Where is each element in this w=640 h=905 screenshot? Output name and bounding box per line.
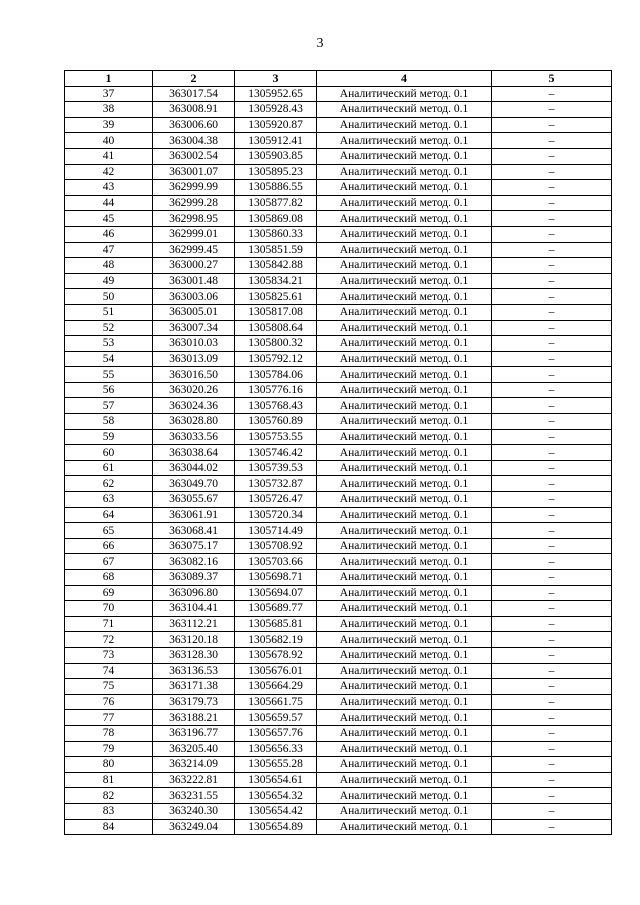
- table-row: [65, 460, 612, 476]
- method-cell: Аналитический метод. 0.1: [317, 679, 492, 695]
- table-row: [65, 741, 612, 757]
- x-coordinate-cell: 363205.40: [153, 741, 235, 757]
- x-coordinate-cell: 363055.67: [153, 492, 235, 508]
- x-coordinate-cell: 363171.38: [153, 679, 235, 695]
- point-number-cell: 73: [65, 647, 153, 663]
- x-coordinate-cell: 363016.50: [153, 367, 235, 383]
- x-coordinate-cell: 362999.28: [153, 195, 235, 211]
- note-cell: –: [492, 382, 612, 398]
- method-cell: Аналитический метод. 0.1: [317, 304, 492, 320]
- column-header-2: 2: [153, 71, 235, 87]
- note-cell: –: [492, 211, 612, 227]
- y-coordinate-cell: 1305739.53: [235, 460, 317, 476]
- column-header-5: 5: [492, 71, 612, 87]
- x-coordinate-cell: 363006.60: [153, 117, 235, 133]
- point-number-cell: 41: [65, 148, 153, 164]
- x-coordinate-cell: 363002.54: [153, 148, 235, 164]
- method-cell: Аналитический метод. 0.1: [317, 741, 492, 757]
- y-coordinate-cell: 1305768.43: [235, 398, 317, 414]
- table-row: [65, 102, 612, 118]
- point-number-cell: 40: [65, 133, 153, 149]
- x-coordinate-cell: 362999.45: [153, 242, 235, 258]
- x-coordinate-cell: 363004.38: [153, 133, 235, 149]
- note-cell: –: [492, 694, 612, 710]
- x-coordinate-cell: 362998.95: [153, 211, 235, 227]
- x-coordinate-cell: 363068.41: [153, 523, 235, 539]
- x-coordinate-cell: 363136.53: [153, 663, 235, 679]
- y-coordinate-cell: 1305851.59: [235, 242, 317, 258]
- point-number-cell: 45: [65, 211, 153, 227]
- note-cell: –: [492, 632, 612, 648]
- x-coordinate-cell: 363222.81: [153, 772, 235, 788]
- table-row: [65, 304, 612, 320]
- table-row: [65, 242, 612, 258]
- point-number-cell: 49: [65, 273, 153, 289]
- x-coordinate-cell: 363007.34: [153, 320, 235, 336]
- method-cell: Аналитический метод. 0.1: [317, 632, 492, 648]
- method-cell: Аналитический метод. 0.1: [317, 289, 492, 305]
- method-cell: Аналитический метод. 0.1: [317, 117, 492, 133]
- point-number-cell: 46: [65, 226, 153, 242]
- point-number-cell: 77: [65, 710, 153, 726]
- method-cell: Аналитический метод. 0.1: [317, 788, 492, 804]
- x-coordinate-cell: 363089.37: [153, 570, 235, 586]
- x-coordinate-cell: 363188.21: [153, 710, 235, 726]
- table-row: [65, 788, 612, 804]
- table-row: [65, 679, 612, 695]
- note-cell: –: [492, 195, 612, 211]
- x-coordinate-cell: 363017.54: [153, 86, 235, 102]
- point-number-cell: 69: [65, 585, 153, 601]
- point-number-cell: 68: [65, 570, 153, 586]
- method-cell: Аналитический метод. 0.1: [317, 180, 492, 196]
- table-row: [65, 554, 612, 570]
- x-coordinate-cell: 363028.80: [153, 414, 235, 430]
- note-cell: –: [492, 320, 612, 336]
- point-number-cell: 59: [65, 429, 153, 445]
- table-row: [65, 538, 612, 554]
- table-row: [65, 429, 612, 445]
- method-cell: Аналитический метод. 0.1: [317, 601, 492, 617]
- note-cell: –: [492, 679, 612, 695]
- y-coordinate-cell: 1305678.92: [235, 647, 317, 663]
- x-coordinate-cell: 362999.99: [153, 180, 235, 196]
- method-cell: Аналитический метод. 0.1: [317, 367, 492, 383]
- note-cell: –: [492, 148, 612, 164]
- note-cell: –: [492, 351, 612, 367]
- table-row: [65, 601, 612, 617]
- table-row: [65, 694, 612, 710]
- point-number-cell: 53: [65, 336, 153, 352]
- y-coordinate-cell: 1305703.66: [235, 554, 317, 570]
- method-cell: Аналитический метод. 0.1: [317, 336, 492, 352]
- x-coordinate-cell: 363005.01: [153, 304, 235, 320]
- table-row: [65, 180, 612, 196]
- point-number-cell: 51: [65, 304, 153, 320]
- y-coordinate-cell: 1305825.61: [235, 289, 317, 305]
- y-coordinate-cell: 1305714.49: [235, 523, 317, 539]
- table-row: [65, 585, 612, 601]
- table-row: [65, 616, 612, 632]
- method-cell: Аналитический метод. 0.1: [317, 445, 492, 461]
- method-cell: Аналитический метод. 0.1: [317, 211, 492, 227]
- x-coordinate-cell: 363024.36: [153, 398, 235, 414]
- note-cell: –: [492, 445, 612, 461]
- x-coordinate-cell: 363104.41: [153, 601, 235, 617]
- x-coordinate-cell: 363044.02: [153, 460, 235, 476]
- note-cell: –: [492, 710, 612, 726]
- point-number-cell: 43: [65, 180, 153, 196]
- point-number-cell: 67: [65, 554, 153, 570]
- y-coordinate-cell: 1305708.92: [235, 538, 317, 554]
- table-row: [65, 710, 612, 726]
- x-coordinate-cell: 363049.70: [153, 476, 235, 492]
- note-cell: –: [492, 117, 612, 133]
- x-coordinate-cell: 363179.73: [153, 694, 235, 710]
- note-cell: –: [492, 133, 612, 149]
- note-cell: –: [492, 523, 612, 539]
- method-cell: Аналитический метод. 0.1: [317, 242, 492, 258]
- y-coordinate-cell: 1305654.89: [235, 819, 317, 835]
- x-coordinate-cell: 363013.09: [153, 351, 235, 367]
- note-cell: –: [492, 538, 612, 554]
- method-cell: Аналитический метод. 0.1: [317, 102, 492, 118]
- y-coordinate-cell: 1305808.64: [235, 320, 317, 336]
- y-coordinate-cell: 1305685.81: [235, 616, 317, 632]
- page-number: 3: [316, 36, 324, 51]
- note-cell: –: [492, 367, 612, 383]
- point-number-cell: 42: [65, 164, 153, 180]
- table-row: [65, 476, 612, 492]
- note-cell: –: [492, 725, 612, 741]
- point-number-cell: 78: [65, 725, 153, 741]
- table-row: [65, 226, 612, 242]
- y-coordinate-cell: 1305817.08: [235, 304, 317, 320]
- table-row: [65, 336, 612, 352]
- table-row: [65, 117, 612, 133]
- point-number-cell: 54: [65, 351, 153, 367]
- note-cell: –: [492, 601, 612, 617]
- table-row: [65, 803, 612, 819]
- table-row: [65, 367, 612, 383]
- note-cell: –: [492, 772, 612, 788]
- method-cell: Аналитический метод. 0.1: [317, 772, 492, 788]
- method-cell: Аналитический метод. 0.1: [317, 164, 492, 180]
- method-cell: Аналитический метод. 0.1: [317, 351, 492, 367]
- point-number-cell: 80: [65, 757, 153, 773]
- coordinates-table: [64, 70, 612, 835]
- point-number-cell: 70: [65, 601, 153, 617]
- point-number-cell: 84: [65, 819, 153, 835]
- x-coordinate-cell: 363061.91: [153, 507, 235, 523]
- y-coordinate-cell: 1305664.29: [235, 679, 317, 695]
- table-row: [65, 492, 612, 508]
- note-cell: –: [492, 258, 612, 274]
- y-coordinate-cell: 1305860.33: [235, 226, 317, 242]
- point-number-cell: 64: [65, 507, 153, 523]
- table-row: [65, 523, 612, 539]
- table-row: [65, 258, 612, 274]
- table-row: [65, 351, 612, 367]
- y-coordinate-cell: 1305784.06: [235, 367, 317, 383]
- x-coordinate-cell: 363001.07: [153, 164, 235, 180]
- method-cell: Аналитический метод. 0.1: [317, 226, 492, 242]
- method-cell: Аналитический метод. 0.1: [317, 492, 492, 508]
- method-cell: Аналитический метод. 0.1: [317, 647, 492, 663]
- column-header-3: 3: [235, 71, 317, 87]
- x-coordinate-cell: 362999.01: [153, 226, 235, 242]
- y-coordinate-cell: 1305682.19: [235, 632, 317, 648]
- point-number-cell: 61: [65, 460, 153, 476]
- x-coordinate-cell: 363038.64: [153, 445, 235, 461]
- x-coordinate-cell: 363033.56: [153, 429, 235, 445]
- note-cell: –: [492, 554, 612, 570]
- note-cell: –: [492, 616, 612, 632]
- method-cell: Аналитический метод. 0.1: [317, 538, 492, 554]
- note-cell: –: [492, 273, 612, 289]
- note-cell: –: [492, 102, 612, 118]
- y-coordinate-cell: 1305689.77: [235, 601, 317, 617]
- x-coordinate-cell: 363120.18: [153, 632, 235, 648]
- y-coordinate-cell: 1305746.42: [235, 445, 317, 461]
- point-number-cell: 65: [65, 523, 153, 539]
- point-number-cell: 83: [65, 803, 153, 819]
- note-cell: –: [492, 398, 612, 414]
- x-coordinate-cell: 363214.09: [153, 757, 235, 773]
- y-coordinate-cell: 1305912.41: [235, 133, 317, 149]
- table-row: [65, 632, 612, 648]
- table-row: [65, 195, 612, 211]
- point-number-cell: 75: [65, 679, 153, 695]
- method-cell: Аналитический метод. 0.1: [317, 398, 492, 414]
- method-cell: Аналитический метод. 0.1: [317, 523, 492, 539]
- point-number-cell: 38: [65, 102, 153, 118]
- note-cell: –: [492, 663, 612, 679]
- y-coordinate-cell: 1305698.71: [235, 570, 317, 586]
- point-number-cell: 47: [65, 242, 153, 258]
- note-cell: –: [492, 741, 612, 757]
- method-cell: Аналитический метод. 0.1: [317, 382, 492, 398]
- note-cell: –: [492, 226, 612, 242]
- method-cell: Аналитический метод. 0.1: [317, 663, 492, 679]
- table-row: [65, 663, 612, 679]
- method-cell: Аналитический метод. 0.1: [317, 460, 492, 476]
- point-number-cell: 52: [65, 320, 153, 336]
- table-row: [65, 164, 612, 180]
- y-coordinate-cell: 1305800.32: [235, 336, 317, 352]
- note-cell: –: [492, 414, 612, 430]
- note-cell: –: [492, 507, 612, 523]
- method-cell: Аналитический метод. 0.1: [317, 429, 492, 445]
- note-cell: –: [492, 164, 612, 180]
- method-cell: Аналитический метод. 0.1: [317, 273, 492, 289]
- method-cell: Аналитический метод. 0.1: [317, 803, 492, 819]
- y-coordinate-cell: 1305753.55: [235, 429, 317, 445]
- point-number-cell: 57: [65, 398, 153, 414]
- point-number-cell: 58: [65, 414, 153, 430]
- y-coordinate-cell: 1305760.89: [235, 414, 317, 430]
- column-header-1: 1: [65, 71, 153, 87]
- y-coordinate-cell: 1305920.87: [235, 117, 317, 133]
- method-cell: Аналитический метод. 0.1: [317, 570, 492, 586]
- y-coordinate-cell: 1305928.43: [235, 102, 317, 118]
- y-coordinate-cell: 1305654.32: [235, 788, 317, 804]
- x-coordinate-cell: 363196.77: [153, 725, 235, 741]
- point-number-cell: 48: [65, 258, 153, 274]
- y-coordinate-cell: 1305656.33: [235, 741, 317, 757]
- method-cell: Аналитический метод. 0.1: [317, 757, 492, 773]
- table-row: [65, 725, 612, 741]
- point-number-cell: 62: [65, 476, 153, 492]
- note-cell: –: [492, 180, 612, 196]
- x-coordinate-cell: 363096.80: [153, 585, 235, 601]
- table-row: [65, 772, 612, 788]
- note-cell: –: [492, 647, 612, 663]
- method-cell: Аналитический метод. 0.1: [317, 585, 492, 601]
- y-coordinate-cell: 1305657.76: [235, 725, 317, 741]
- x-coordinate-cell: 363240.30: [153, 803, 235, 819]
- table-row: [65, 133, 612, 149]
- y-coordinate-cell: 1305952.65: [235, 86, 317, 102]
- table-body: [65, 86, 612, 835]
- method-cell: Аналитический метод. 0.1: [317, 148, 492, 164]
- x-coordinate-cell: 363001.48: [153, 273, 235, 289]
- y-coordinate-cell: 1305655.28: [235, 757, 317, 773]
- point-number-cell: 44: [65, 195, 153, 211]
- y-coordinate-cell: 1305676.01: [235, 663, 317, 679]
- point-number-cell: 39: [65, 117, 153, 133]
- x-coordinate-cell: 363003.06: [153, 289, 235, 305]
- method-cell: Аналитический метод. 0.1: [317, 133, 492, 149]
- note-cell: –: [492, 336, 612, 352]
- y-coordinate-cell: 1305776.16: [235, 382, 317, 398]
- note-cell: –: [492, 585, 612, 601]
- x-coordinate-cell: 363231.55: [153, 788, 235, 804]
- y-coordinate-cell: 1305792.12: [235, 351, 317, 367]
- x-coordinate-cell: 363000.27: [153, 258, 235, 274]
- point-number-cell: 56: [65, 382, 153, 398]
- method-cell: Аналитический метод. 0.1: [317, 554, 492, 570]
- method-cell: Аналитический метод. 0.1: [317, 507, 492, 523]
- point-number-cell: 55: [65, 367, 153, 383]
- y-coordinate-cell: 1305661.75: [235, 694, 317, 710]
- point-number-cell: 71: [65, 616, 153, 632]
- y-coordinate-cell: 1305869.08: [235, 211, 317, 227]
- x-coordinate-cell: 363075.17: [153, 538, 235, 554]
- y-coordinate-cell: 1305903.85: [235, 148, 317, 164]
- table-row: [65, 398, 612, 414]
- note-cell: –: [492, 289, 612, 305]
- y-coordinate-cell: 1305834.21: [235, 273, 317, 289]
- table-row: [65, 757, 612, 773]
- x-coordinate-cell: 363010.03: [153, 336, 235, 352]
- point-number-cell: 63: [65, 492, 153, 508]
- method-cell: Аналитический метод. 0.1: [317, 476, 492, 492]
- x-coordinate-cell: 363249.04: [153, 819, 235, 835]
- note-cell: –: [492, 570, 612, 586]
- note-cell: –: [492, 803, 612, 819]
- y-coordinate-cell: 1305877.82: [235, 195, 317, 211]
- y-coordinate-cell: 1305842.88: [235, 258, 317, 274]
- method-cell: Аналитический метод. 0.1: [317, 725, 492, 741]
- table-row: [65, 445, 612, 461]
- x-coordinate-cell: 363082.16: [153, 554, 235, 570]
- table-header-row: [65, 71, 612, 87]
- point-number-cell: 81: [65, 772, 153, 788]
- method-cell: Аналитический метод. 0.1: [317, 694, 492, 710]
- note-cell: –: [492, 460, 612, 476]
- y-coordinate-cell: 1305732.87: [235, 476, 317, 492]
- y-coordinate-cell: 1305720.34: [235, 507, 317, 523]
- point-number-cell: 60: [65, 445, 153, 461]
- table-row: [65, 273, 612, 289]
- table-row: [65, 148, 612, 164]
- method-cell: Аналитический метод. 0.1: [317, 258, 492, 274]
- point-number-cell: 37: [65, 86, 153, 102]
- point-number-cell: 79: [65, 741, 153, 757]
- y-coordinate-cell: 1305895.23: [235, 164, 317, 180]
- y-coordinate-cell: 1305694.07: [235, 585, 317, 601]
- method-cell: Аналитический метод. 0.1: [317, 414, 492, 430]
- note-cell: –: [492, 788, 612, 804]
- point-number-cell: 50: [65, 289, 153, 305]
- point-number-cell: 66: [65, 538, 153, 554]
- table-row: [65, 211, 612, 227]
- point-number-cell: 82: [65, 788, 153, 804]
- table-row: [65, 647, 612, 663]
- table-row: [65, 414, 612, 430]
- table-row: [65, 320, 612, 336]
- point-number-cell: 72: [65, 632, 153, 648]
- table-row: [65, 507, 612, 523]
- note-cell: –: [492, 86, 612, 102]
- table-row: [65, 289, 612, 305]
- point-number-cell: 74: [65, 663, 153, 679]
- note-cell: –: [492, 476, 612, 492]
- note-cell: –: [492, 304, 612, 320]
- table-row: [65, 86, 612, 102]
- column-header-4: 4: [317, 71, 492, 87]
- method-cell: Аналитический метод. 0.1: [317, 195, 492, 211]
- method-cell: Аналитический метод. 0.1: [317, 616, 492, 632]
- note-cell: –: [492, 819, 612, 835]
- x-coordinate-cell: 363128.30: [153, 647, 235, 663]
- x-coordinate-cell: 363112.21: [153, 616, 235, 632]
- note-cell: –: [492, 429, 612, 445]
- table-row: [65, 570, 612, 586]
- table-row: [65, 819, 612, 835]
- method-cell: Аналитический метод. 0.1: [317, 86, 492, 102]
- method-cell: Аналитический метод. 0.1: [317, 819, 492, 835]
- x-coordinate-cell: 363008.91: [153, 102, 235, 118]
- point-number-cell: 76: [65, 694, 153, 710]
- method-cell: Аналитический метод. 0.1: [317, 710, 492, 726]
- note-cell: –: [492, 242, 612, 258]
- note-cell: –: [492, 757, 612, 773]
- x-coordinate-cell: 363020.26: [153, 382, 235, 398]
- y-coordinate-cell: 1305654.42: [235, 803, 317, 819]
- note-cell: –: [492, 492, 612, 508]
- y-coordinate-cell: 1305726.47: [235, 492, 317, 508]
- method-cell: Аналитический метод. 0.1: [317, 320, 492, 336]
- y-coordinate-cell: 1305659.57: [235, 710, 317, 726]
- y-coordinate-cell: 1305886.55: [235, 180, 317, 196]
- y-coordinate-cell: 1305654.61: [235, 772, 317, 788]
- table-row: [65, 382, 612, 398]
